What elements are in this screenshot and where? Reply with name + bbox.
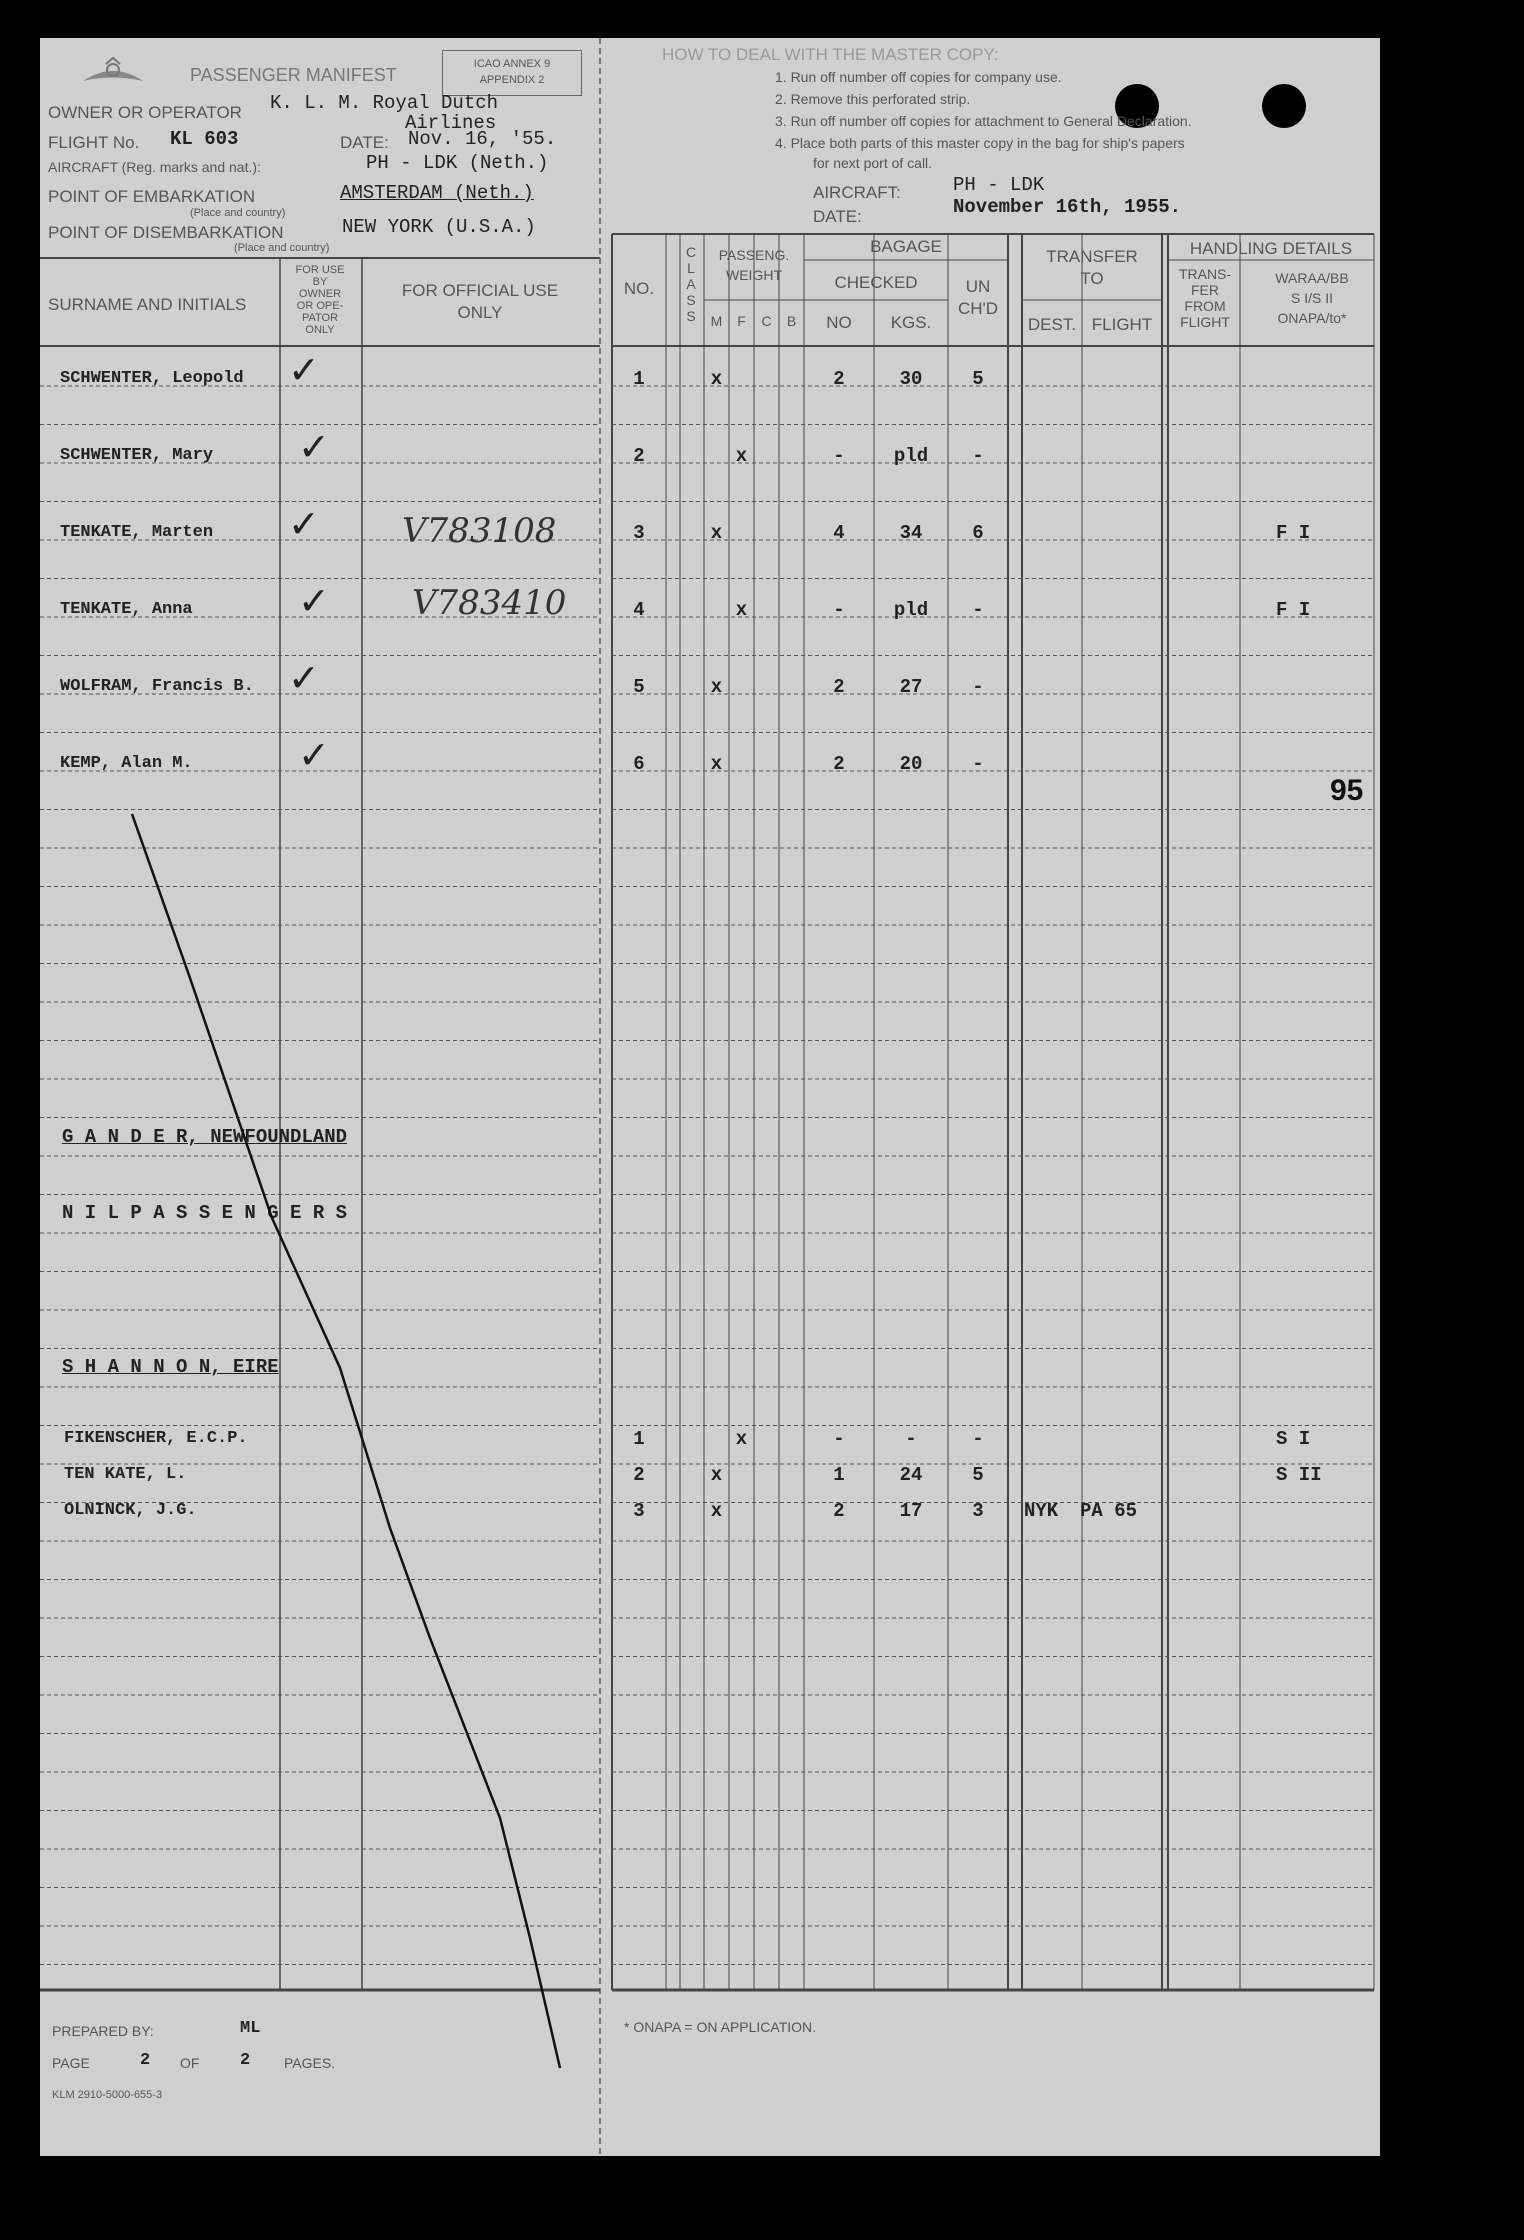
page-value: 2 bbox=[140, 2051, 151, 2070]
bag-unchd: - bbox=[972, 445, 984, 467]
waraa-line: WARAA/BB bbox=[1275, 270, 1349, 286]
pages-label: PAGES. bbox=[284, 2055, 336, 2071]
owner-label: OWNER OR OPERATOR bbox=[48, 103, 242, 122]
embark-place-note: (Place and country) bbox=[190, 207, 286, 219]
embark-label: POINT OF EMBARKATION bbox=[48, 187, 256, 206]
manifest-page bbox=[40, 38, 1380, 2156]
for-use-line: OR OPE- bbox=[296, 300, 344, 312]
bag-unchd: - bbox=[972, 599, 984, 621]
date-label: DATE: bbox=[340, 133, 389, 152]
bag-unchd: - bbox=[972, 1428, 984, 1450]
passenger-name: SCHWENTER, Leopold bbox=[60, 369, 244, 388]
col-official-1: FOR OFFICIAL USE bbox=[401, 281, 559, 300]
of-value: 2 bbox=[240, 2051, 251, 2070]
col-flight: FLIGHT bbox=[1091, 315, 1153, 334]
shannon-heading: S H A N N O N, EIRE bbox=[62, 1356, 279, 1378]
waraa-line: ONAPA/to* bbox=[1277, 310, 1347, 326]
passenger-no: 5 bbox=[633, 676, 645, 698]
instruction-2: 2. Remove this perforated strip. bbox=[775, 91, 971, 107]
weight-f: x bbox=[735, 1428, 748, 1450]
for-use-line: ONLY bbox=[305, 324, 335, 336]
col-checked: CHECKED bbox=[834, 273, 918, 292]
col-f: F bbox=[737, 313, 746, 329]
owner-value-1: K. L. M. Royal Dutch bbox=[270, 92, 499, 114]
handling: F I bbox=[1276, 599, 1311, 621]
bag-no: 2 bbox=[833, 676, 845, 698]
transfer-from-line: TRANS- bbox=[1178, 266, 1232, 282]
passenger-no: 4 bbox=[633, 599, 645, 621]
passenger-no: 2 bbox=[633, 1464, 645, 1486]
passenger-no: 1 bbox=[633, 1428, 645, 1450]
instruction-4: 4. Place both parts of this master copy in the bag for ship's papers bbox=[775, 135, 1185, 151]
right-aircraft-value: PH - LDK bbox=[953, 174, 1045, 196]
prepared-value: ML bbox=[240, 2019, 261, 2038]
handwritten-visa-1: V783108 bbox=[402, 511, 557, 551]
col-c: C bbox=[761, 313, 772, 329]
passenger-name: TEN KATE, L. bbox=[64, 1465, 187, 1484]
weight-m: x bbox=[710, 676, 723, 698]
bag-unchd: - bbox=[972, 676, 984, 698]
col-transfer-2: TO bbox=[1080, 269, 1104, 288]
disembark-value: NEW YORK (U.S.A.) bbox=[342, 216, 536, 238]
transfer-dest: NYK bbox=[1024, 1500, 1059, 1522]
instructions-title: HOW TO DEAL WITH THE MASTER COPY: bbox=[662, 45, 999, 64]
instruction-3: 3. Run off number off copies for attachment to General Declaration. bbox=[775, 113, 1192, 129]
bag-no: 1 bbox=[833, 1464, 845, 1486]
weight-m: x bbox=[710, 1464, 723, 1486]
class-letter: S bbox=[686, 292, 696, 308]
passenger-name: TENKATE, Anna bbox=[60, 600, 193, 619]
transfer-flight: PA 65 bbox=[1080, 1500, 1138, 1522]
bag-unchd: 3 bbox=[972, 1500, 984, 1522]
col-surname: SURNAME AND INITIALS bbox=[48, 295, 247, 314]
passenger-name: TENKATE, Marten bbox=[60, 523, 214, 542]
weight-m: x bbox=[710, 1500, 723, 1522]
bag-kgs: 34 bbox=[899, 522, 923, 544]
bag-unchd: 5 bbox=[972, 1464, 984, 1486]
waraa-line: S I/S II bbox=[1290, 290, 1333, 306]
col-transfer-1: TRANSFER bbox=[1046, 247, 1138, 266]
class-letter: C bbox=[685, 244, 697, 260]
handling: F I bbox=[1276, 522, 1311, 544]
checkmark: ✓ bbox=[298, 427, 330, 469]
owner-value-2: Airlines bbox=[405, 112, 497, 134]
col-bag-no: NO bbox=[826, 313, 852, 332]
onapa-note: * ONAPA = ON APPLICATION. bbox=[624, 2019, 817, 2035]
flight-label: FLIGHT No. bbox=[48, 133, 140, 152]
col-m: M bbox=[710, 313, 723, 329]
aircraft-label: AIRCRAFT (Reg. marks and nat.): bbox=[48, 159, 261, 175]
bag-no: - bbox=[833, 1428, 845, 1450]
passenger-name: KEMP, Alan M. bbox=[60, 754, 193, 773]
col-dest: DEST. bbox=[1027, 315, 1077, 334]
transfer-from-line: FROM bbox=[1184, 298, 1226, 314]
passenger-name: OLNINCK, J.G. bbox=[64, 1501, 197, 1520]
passenger-name: SCHWENTER, Mary bbox=[60, 446, 214, 465]
for-use-line: FOR USE bbox=[295, 264, 345, 276]
class-letter: L bbox=[687, 260, 695, 276]
form-code: KLM 2910-5000-655-3 bbox=[52, 2089, 163, 2101]
col-no: NO. bbox=[623, 279, 655, 298]
gander-heading: G A N D E R, NEWFOUNDLAND bbox=[62, 1126, 348, 1148]
disembark-place-note: (Place and country) bbox=[234, 242, 330, 254]
instruction-4-cont: for next port of call. bbox=[813, 155, 933, 171]
class-letter: S bbox=[686, 308, 696, 324]
bag-kgs: - bbox=[905, 1428, 917, 1450]
passenger-name: FIKENSCHER, E.C.P. bbox=[64, 1429, 248, 1448]
flight-value: KL 603 bbox=[170, 128, 239, 150]
bag-no: - bbox=[833, 599, 845, 621]
weight-m: x bbox=[710, 368, 723, 390]
passenger-no: 3 bbox=[633, 522, 645, 544]
prepared-label: PREPARED BY: bbox=[52, 2023, 154, 2039]
right-aircraft-label: AIRCRAFT: bbox=[813, 183, 901, 202]
weight-f: x bbox=[735, 445, 748, 467]
embark-value: AMSTERDAM (Neth.) bbox=[340, 182, 534, 204]
bag-no: - bbox=[833, 445, 845, 467]
passenger-name: WOLFRAM, Francis B. bbox=[60, 677, 254, 696]
right-date-value: November 16th, 1955. bbox=[953, 196, 1182, 218]
pen-stroke-line bbox=[40, 38, 1380, 2156]
bag-unchd: 5 bbox=[972, 368, 984, 390]
checkmark: ✓ bbox=[288, 504, 320, 546]
transfer-from-line: FLIGHT bbox=[1180, 314, 1230, 330]
class-letter: A bbox=[686, 276, 696, 292]
icao-stamp-line2: APPENDIX 2 bbox=[479, 74, 545, 86]
nil-passengers: N I L P A S S E N G E R S bbox=[62, 1202, 348, 1224]
bag-kgs: 27 bbox=[899, 676, 923, 698]
weight-m: x bbox=[710, 522, 723, 544]
for-use-line: BY bbox=[312, 276, 328, 288]
handwritten-visa-2: V783410 bbox=[412, 583, 567, 623]
bag-kgs: 17 bbox=[899, 1500, 923, 1522]
col-passeng-2: WEIGHT bbox=[726, 267, 782, 283]
bag-no: 2 bbox=[833, 753, 845, 775]
disembark-label: POINT OF DISEMBARKATION bbox=[48, 223, 284, 242]
bag-kgs: pld bbox=[893, 599, 929, 621]
for-use-line: PATOR bbox=[301, 312, 339, 324]
page-label: PAGE bbox=[52, 2055, 90, 2071]
bag-kgs: 20 bbox=[899, 753, 923, 775]
passenger-no: 2 bbox=[633, 445, 645, 467]
manifest-title: PASSENGER MANIFEST bbox=[190, 65, 397, 85]
bag-no: 4 bbox=[833, 522, 845, 544]
icao-stamp-line1: ICAO ANNEX 9 bbox=[473, 58, 551, 70]
checkmark: ✓ bbox=[288, 658, 320, 700]
date-value: Nov. 16, '55. bbox=[408, 128, 557, 150]
bag-no: 2 bbox=[833, 368, 845, 390]
col-bagage: BAGAGE bbox=[870, 237, 942, 256]
col-b: B bbox=[786, 313, 797, 329]
bag-no: 2 bbox=[833, 1500, 845, 1522]
passenger-no: 6 bbox=[633, 753, 645, 775]
weight-f: x bbox=[735, 599, 748, 621]
handling: S I bbox=[1276, 1428, 1311, 1450]
passenger-no: 3 bbox=[633, 1500, 645, 1522]
col-unchd-1: UN bbox=[965, 277, 991, 296]
bag-kgs: pld bbox=[893, 445, 929, 467]
of-label: OF bbox=[180, 2055, 200, 2071]
aircraft-value: PH - LDK (Neth.) bbox=[366, 152, 549, 174]
col-passeng-1: PASSENG. bbox=[718, 247, 790, 263]
passenger-no: 1 bbox=[633, 368, 645, 390]
handling: S II bbox=[1276, 1464, 1322, 1486]
col-unchd-2: CH'D bbox=[957, 299, 999, 318]
bag-unchd: - bbox=[972, 753, 984, 775]
instruction-1: 1. Run off number off copies for company use. bbox=[775, 69, 1062, 85]
right-date-label: DATE: bbox=[813, 207, 862, 226]
bag-kgs: 24 bbox=[899, 1464, 923, 1486]
checkmark: ✓ bbox=[288, 350, 320, 392]
transfer-from-line: FER bbox=[1191, 282, 1219, 298]
col-official-2: ONLY bbox=[457, 303, 503, 322]
bag-unchd: 6 bbox=[972, 522, 984, 544]
bag-kgs: 30 bbox=[899, 368, 923, 390]
col-handling: HANDLING DETAILS bbox=[1189, 239, 1353, 258]
weight-m: x bbox=[710, 753, 723, 775]
col-kgs: KGS. bbox=[890, 313, 932, 332]
checkmark: ✓ bbox=[298, 735, 330, 777]
page-number-mark: 95 bbox=[1330, 774, 1364, 807]
checkmark: ✓ bbox=[298, 581, 330, 623]
for-use-line: OWNER bbox=[298, 288, 342, 300]
